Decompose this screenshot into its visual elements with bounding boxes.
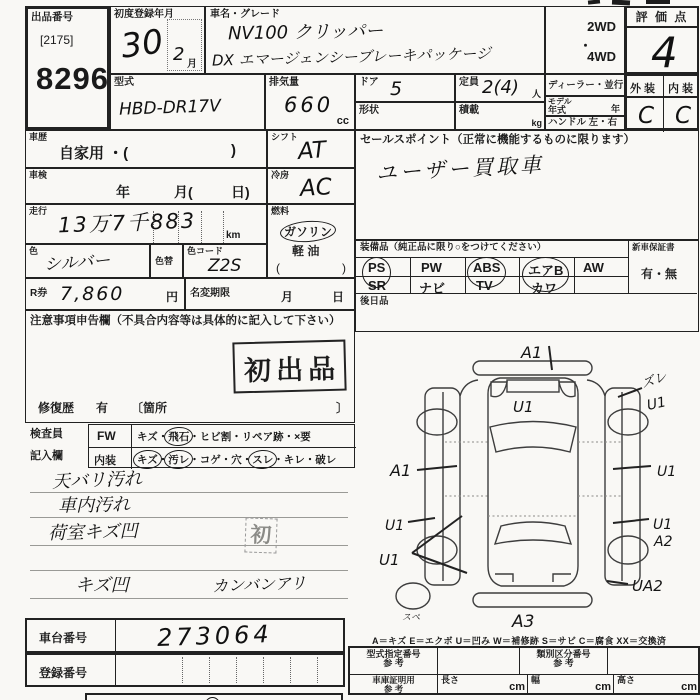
displacement-value: 660 bbox=[284, 93, 334, 117]
car-grade: DX エマージェンシーブレーキパッケージ bbox=[211, 44, 492, 70]
item: リペア跡 bbox=[241, 431, 284, 443]
item-circled: 飛石 bbox=[168, 431, 190, 443]
rename-month: 月 bbox=[281, 290, 294, 304]
fuel-paren-open: ( bbox=[276, 261, 280, 275]
annotation-spare: スペ bbox=[402, 613, 421, 623]
dealer-box bbox=[545, 74, 625, 96]
first-registration-month-box bbox=[167, 19, 202, 71]
auction-number: 8296 bbox=[36, 61, 109, 96]
history-close: ) bbox=[231, 142, 236, 159]
rear-bumper bbox=[473, 593, 592, 607]
stroke-left-diag1 bbox=[412, 516, 462, 553]
auction-number-sub: [2175] bbox=[40, 33, 74, 47]
ext-int-divider bbox=[663, 76, 664, 132]
tick-right-low bbox=[613, 519, 649, 523]
inspector-label1: 検査員 bbox=[30, 428, 63, 440]
dot: ・ bbox=[189, 431, 200, 443]
exterior-interior-box bbox=[625, 74, 699, 130]
annotation-right-low: U1 bbox=[653, 517, 673, 533]
garage-ref: 参 考 bbox=[383, 683, 404, 694]
width-cell bbox=[528, 674, 614, 694]
right-rear-wheel bbox=[608, 536, 648, 564]
tick-left-mid bbox=[417, 466, 457, 470]
item-circled: スレ bbox=[252, 454, 274, 466]
later-items-label: 後日品 bbox=[360, 296, 389, 307]
model-code-box bbox=[110, 74, 265, 130]
fuel-gasoline: ガソリン bbox=[284, 225, 333, 239]
annotation-right-top: U1 bbox=[645, 394, 668, 414]
ac-value: AC bbox=[299, 174, 333, 202]
score-value: 4 bbox=[651, 28, 678, 77]
mileage-label: 走行 bbox=[29, 206, 48, 216]
chassis-box bbox=[25, 618, 345, 653]
dealer-label: ディーラー・並行 bbox=[548, 80, 624, 91]
inspector-r1-items bbox=[137, 429, 355, 447]
notes-box bbox=[25, 310, 355, 423]
note-line bbox=[30, 492, 348, 493]
tick-right-mid bbox=[613, 466, 651, 469]
doors-value: 5 bbox=[390, 78, 403, 100]
equipment-label: 装備品（純正品に限り○をつけてください） bbox=[360, 242, 547, 253]
score-header bbox=[627, 8, 697, 28]
fold-lines bbox=[445, 442, 621, 516]
first-registration-month: 2 bbox=[173, 44, 185, 65]
drive-dot: ・ bbox=[578, 38, 592, 53]
drive-type-box bbox=[545, 6, 625, 74]
repair-label: 修復歴 bbox=[38, 401, 75, 415]
note-line bbox=[30, 570, 348, 571]
equip-cell bbox=[368, 260, 385, 275]
first-registration-label: 初度登録年月 bbox=[114, 9, 174, 20]
corner-vent-right bbox=[559, 382, 575, 397]
reg-cell-divider bbox=[236, 657, 237, 683]
model-code: HBD-DR17V bbox=[118, 96, 222, 120]
item: 穴 bbox=[231, 454, 242, 466]
history-box bbox=[25, 130, 267, 168]
reg-cell-divider bbox=[209, 657, 210, 683]
class-no-ref: 参 考 bbox=[553, 658, 574, 669]
drive-4wd: 4WD bbox=[587, 49, 616, 64]
inspection-day: 日) bbox=[231, 184, 250, 200]
capacity-value: 2(4) bbox=[482, 77, 519, 98]
auction-number-label: 出品番号 bbox=[31, 11, 73, 23]
shift-box bbox=[267, 130, 355, 168]
sales-point-value: ユーザー買取車 bbox=[375, 152, 545, 186]
cutoff-stamp-fragment bbox=[646, 0, 670, 4]
rename-label: 名変期限 bbox=[190, 288, 230, 299]
equip-tv: TV bbox=[476, 278, 493, 293]
height-cell bbox=[614, 674, 699, 694]
model-year-unit: 年 bbox=[610, 104, 620, 114]
note-line bbox=[30, 517, 348, 518]
hand-note-4-right: カンバンアリ bbox=[211, 573, 307, 596]
dot: ・ bbox=[220, 454, 232, 466]
equipment-row2 bbox=[356, 276, 628, 296]
car-name-box bbox=[205, 6, 545, 74]
annotation-rear: A3 bbox=[512, 612, 535, 630]
ac-box bbox=[267, 168, 355, 204]
dot: ・ bbox=[283, 431, 295, 443]
cowl bbox=[507, 380, 559, 392]
reg-cell-divider bbox=[182, 657, 183, 683]
garage-label: 車庫証明用 bbox=[372, 675, 415, 685]
load-label: 積載 bbox=[459, 105, 479, 116]
auction-number-box bbox=[25, 6, 110, 130]
equip-navi: ナビ bbox=[419, 281, 446, 296]
fuel-gasoline-wrap bbox=[284, 223, 332, 240]
damage-legend: A＝キズ E＝エクボ U＝凹み W＝補修跡 S＝サビ C＝腐食 XX＝交換済 bbox=[372, 636, 667, 646]
equip-cell bbox=[473, 260, 500, 275]
annotation-front: A1 bbox=[521, 343, 543, 362]
item: キレ bbox=[283, 454, 305, 466]
item-circled: 汚レ bbox=[168, 454, 190, 466]
rticket-unit: 円 bbox=[165, 290, 178, 304]
car-name-label: 車名・グレード bbox=[210, 9, 280, 20]
type-no-label-cell bbox=[350, 648, 438, 674]
footer-table bbox=[348, 646, 700, 695]
diagram-annotations bbox=[379, 343, 676, 630]
hand-note-2: 車内汚れ bbox=[57, 494, 131, 517]
mileage-divider bbox=[223, 211, 224, 243]
dot: ・ bbox=[157, 431, 169, 443]
item: ×要 bbox=[294, 431, 311, 443]
mileage-value: 13万7千883 bbox=[57, 208, 197, 238]
shift-label: シフト bbox=[271, 132, 299, 142]
displacement-unit: cc bbox=[336, 115, 349, 127]
notes-label: 注意事項申告欄（不具合内容等は具体的に記入して下さい） bbox=[30, 315, 341, 327]
annotation-left-mid: A1 bbox=[390, 461, 412, 480]
repair-close: 〕 bbox=[335, 401, 348, 415]
load-unit: kg bbox=[531, 118, 542, 128]
equip-pw: PW bbox=[421, 260, 442, 275]
history-value: 自家用 ・( bbox=[59, 145, 129, 162]
inspector-row-divider bbox=[89, 447, 356, 448]
shape-box bbox=[355, 102, 455, 130]
model-year-label2: 年式 bbox=[548, 105, 567, 115]
interior-label: 内 装 bbox=[667, 83, 693, 95]
month-suffix: 月 bbox=[187, 59, 197, 70]
color-change-box bbox=[150, 244, 183, 278]
repair-loc: 〔箇所 bbox=[131, 401, 168, 415]
annotation-left-low: U1 bbox=[385, 518, 405, 534]
chassis-label-divider bbox=[115, 620, 116, 651]
front-bumper bbox=[473, 361, 592, 375]
equipment-row1 bbox=[356, 257, 628, 276]
item: 破レ bbox=[315, 454, 337, 466]
right-front-wheel bbox=[608, 409, 648, 435]
first-listing-stamp bbox=[232, 340, 346, 394]
color-change-label: 色替 bbox=[155, 256, 174, 266]
displacement-label: 排気量 bbox=[269, 77, 299, 88]
warranty-value: 有・無 bbox=[641, 267, 678, 281]
inspection-month: 月( bbox=[174, 184, 193, 200]
sales-point-label: セールスポイント（正常に機能するものに限ります） bbox=[360, 134, 635, 146]
right-connector bbox=[587, 380, 605, 396]
dot: ・ bbox=[241, 454, 253, 466]
displacement-box bbox=[265, 74, 355, 130]
rename-day: 日 bbox=[331, 290, 344, 304]
annotation-hood: U1 bbox=[513, 398, 534, 416]
reg-label-divider bbox=[115, 655, 116, 685]
score-label: 評 価 点 bbox=[635, 10, 689, 24]
car-name: NV100 クリッパー bbox=[227, 20, 384, 45]
note-line bbox=[30, 598, 348, 599]
warranty-label: 新車保証書 bbox=[632, 242, 675, 252]
cutoff-stamp-fragment bbox=[588, 0, 600, 5]
corner-vent-left bbox=[491, 382, 507, 397]
capacity-unit: 人 bbox=[531, 89, 541, 99]
rticket-label: R券 bbox=[30, 288, 48, 299]
first-registration-year: 30 bbox=[118, 21, 166, 66]
left-connector bbox=[460, 380, 478, 396]
fuel-paren-close: ) bbox=[342, 261, 346, 275]
first-stamp-small-text: 初 bbox=[250, 523, 272, 548]
dot: ・ bbox=[157, 454, 169, 466]
item: キズ bbox=[137, 431, 158, 443]
color-code-box bbox=[183, 244, 267, 278]
left-front-wheel bbox=[417, 409, 457, 435]
rear-notch-left bbox=[495, 574, 513, 582]
annotation-right-mid: U1 bbox=[657, 464, 677, 480]
inspector-table bbox=[88, 424, 355, 468]
handle-label: ハンドル 左・右 bbox=[548, 117, 618, 128]
equipment-box bbox=[355, 240, 699, 332]
interior-grade: C bbox=[675, 103, 692, 129]
reg-cell-divider bbox=[290, 657, 291, 683]
spare-tire bbox=[396, 583, 430, 609]
ac-label: 冷房 bbox=[271, 170, 290, 180]
item-circled: キズ bbox=[137, 454, 158, 466]
chassis-number: 273064 bbox=[156, 619, 274, 653]
doors-label: ドア bbox=[359, 77, 379, 88]
drive-2wd: 2WD bbox=[587, 19, 616, 34]
model-year-label1: モデル bbox=[548, 97, 572, 106]
equip-abs: ABS bbox=[473, 260, 501, 275]
garage-label-cell bbox=[350, 674, 438, 694]
capacity-box bbox=[455, 74, 545, 102]
annotation-right-low2: A2 bbox=[654, 534, 673, 550]
repair-value: 有 bbox=[96, 401, 109, 415]
inspector-r2-items bbox=[137, 452, 355, 470]
rear-notch-right bbox=[553, 574, 571, 582]
reg-cell-divider bbox=[317, 657, 318, 683]
model-year-box bbox=[545, 96, 625, 116]
capacity-label: 定員 bbox=[459, 77, 479, 88]
tick-front bbox=[549, 346, 552, 370]
color-code: Z2S bbox=[208, 256, 242, 276]
annotation-right-top-note: ズレ bbox=[639, 369, 669, 392]
registration-label: 登録番号 bbox=[39, 666, 88, 680]
score-box bbox=[625, 6, 699, 77]
first-registration-box bbox=[110, 6, 205, 74]
length-cell bbox=[438, 674, 528, 694]
color-box bbox=[25, 244, 150, 278]
rticket-box bbox=[25, 278, 185, 310]
hand-note-1: 天バリ汚れ bbox=[51, 468, 143, 493]
warranty-cell bbox=[628, 241, 697, 293]
first-stamp-small bbox=[244, 517, 277, 553]
fuel-label: 燃料 bbox=[271, 206, 290, 216]
equip-airbag: エアB bbox=[528, 260, 563, 279]
left-rear-wheel bbox=[417, 536, 457, 564]
shift-value: AT bbox=[297, 137, 327, 165]
hand-note-4: キズ凹 bbox=[75, 575, 129, 596]
sales-point-box bbox=[355, 130, 699, 240]
width-unit: cm bbox=[595, 681, 611, 693]
equip-aw: AW bbox=[583, 260, 604, 275]
inspection-year: 年 bbox=[116, 184, 130, 200]
class-no-value-cell bbox=[608, 648, 699, 674]
exterior-label: 外 装 bbox=[630, 83, 656, 95]
rear-window bbox=[495, 522, 571, 544]
damage-ticks bbox=[408, 346, 651, 584]
item: ヒビ割 bbox=[199, 431, 232, 443]
hand-note-3: 荷室キズ凹 bbox=[47, 520, 138, 545]
model-code-label: 型式 bbox=[114, 77, 134, 88]
mileage-box bbox=[25, 204, 267, 244]
color-value: シルバー bbox=[43, 250, 111, 276]
first-listing-stamp-text: 初出品 bbox=[243, 353, 341, 387]
dot: ・ bbox=[231, 431, 242, 443]
history-label: 車歴 bbox=[29, 132, 48, 142]
inspector-label2: 記入欄 bbox=[30, 450, 63, 462]
damage-diagram bbox=[355, 330, 700, 630]
note-line bbox=[30, 545, 348, 546]
equipment-header bbox=[356, 241, 628, 257]
class-no-label: 類別区分番号 bbox=[536, 649, 591, 659]
cutoff-bottom-box bbox=[85, 693, 343, 700]
handle-box bbox=[545, 116, 625, 130]
ext-int-header bbox=[627, 76, 697, 98]
equip-ps: PS bbox=[368, 260, 386, 275]
height-unit: cm bbox=[681, 681, 697, 693]
shape-label: 形状 bbox=[359, 105, 379, 116]
inspector-r2-head: 内装 bbox=[94, 455, 116, 467]
class-no-label-cell bbox=[520, 648, 608, 674]
dot: ・ bbox=[304, 454, 316, 466]
exterior-grade: C bbox=[638, 103, 655, 129]
type-no-ref: 参 考 bbox=[383, 658, 404, 669]
load-box bbox=[455, 102, 545, 130]
reg-cell-divider bbox=[263, 657, 264, 683]
doors-box bbox=[355, 74, 455, 102]
color-code-label: 色コード bbox=[187, 246, 224, 256]
stroke-left-diag2 bbox=[412, 553, 467, 573]
annotation-left-low2: U1 bbox=[379, 551, 400, 569]
mileage-divider bbox=[201, 211, 202, 243]
width-label: 幅 bbox=[531, 675, 541, 685]
fuel-diesel: 軽 油 bbox=[292, 244, 320, 258]
inspection-box bbox=[25, 168, 267, 204]
inspector-r1-head: FW bbox=[97, 429, 116, 443]
later-items-row bbox=[356, 293, 697, 330]
windshield bbox=[490, 422, 576, 453]
equip-leather: カワ bbox=[531, 281, 558, 296]
cutoff-stamp-fragment bbox=[612, 0, 630, 5]
annotation-right-bottom: UA2 bbox=[632, 577, 663, 595]
item: コゲ bbox=[199, 454, 221, 466]
dot: ・ bbox=[189, 454, 200, 466]
mileage-unit: km bbox=[226, 230, 241, 241]
chassis-label: 車台番号 bbox=[39, 631, 88, 645]
length-label: 長さ bbox=[441, 675, 460, 685]
type-no-value-cell bbox=[438, 648, 520, 674]
type-no-label: 型式指定番号 bbox=[366, 649, 421, 659]
registration-box bbox=[25, 653, 345, 687]
fuel-box bbox=[267, 204, 355, 278]
tick-left-low bbox=[408, 518, 435, 522]
color-label: 色 bbox=[29, 246, 39, 256]
rticket-value: 7,860 bbox=[60, 283, 125, 305]
equip-sr: SR bbox=[368, 278, 387, 293]
dot: ・ bbox=[273, 454, 284, 466]
rename-box bbox=[185, 278, 355, 310]
length-unit: cm bbox=[509, 681, 525, 693]
inspection-label: 車検 bbox=[29, 170, 48, 180]
height-label: 高さ bbox=[617, 675, 636, 685]
